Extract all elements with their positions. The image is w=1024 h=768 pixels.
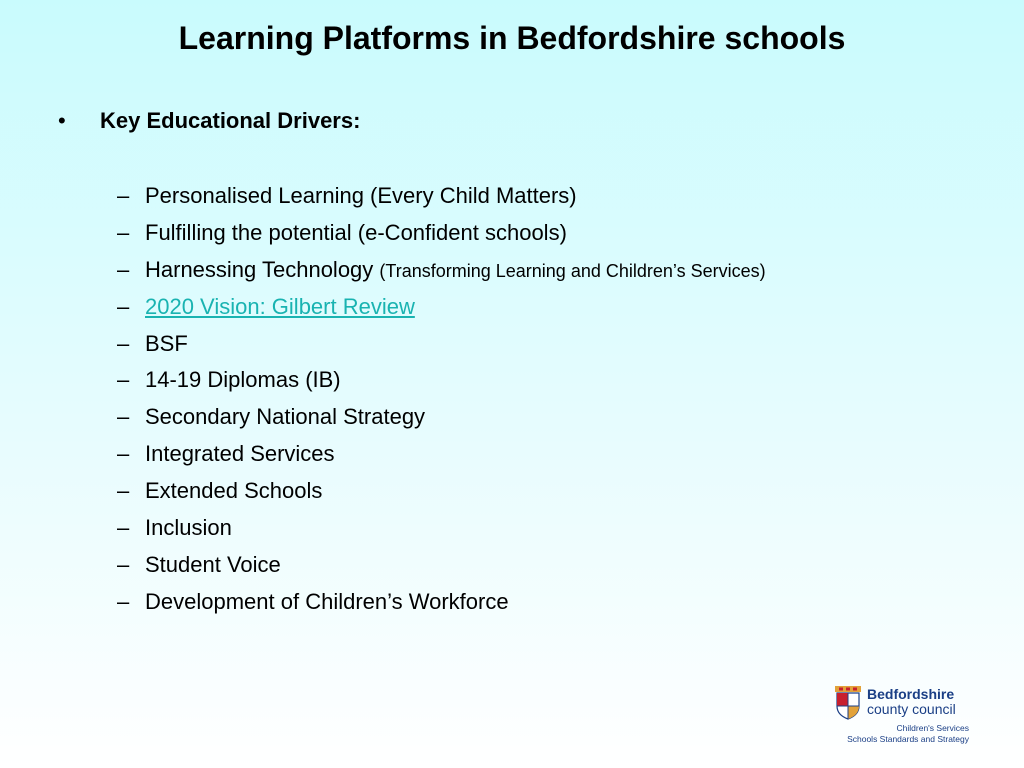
key-drivers-heading: Key Educational Drivers:: [100, 108, 361, 133]
driver-text: Inclusion: [145, 515, 232, 541]
dash-marker: –: [117, 293, 130, 319]
logo-row: [835, 686, 969, 720]
gilbert-review-link[interactable]: 2020 Vision: Gilbert Review: [145, 293, 415, 319]
driver-item: [117, 584, 766, 621]
council-logo: [835, 686, 969, 750]
driver-text: Secondary National Strategy: [145, 404, 426, 430]
logo-note-line-2: Schools Standards and Strategy: [847, 734, 969, 744]
logo-note: [835, 723, 969, 745]
driver-text: Development of Children’s Workforce: [145, 588, 509, 614]
dash-marker: –: [117, 367, 130, 393]
driver-item: [117, 399, 766, 436]
logo-text: [867, 686, 956, 717]
driver-item: [117, 252, 766, 289]
dash-marker: –: [117, 478, 130, 504]
driver-item: [117, 362, 766, 399]
logo-subtitle: county council: [867, 701, 956, 717]
driver-item: [117, 473, 766, 510]
driver-item: [117, 547, 766, 584]
slide-title: Learning Platforms in Bedfordshire schools: [178, 20, 846, 56]
driver-item: [117, 326, 766, 363]
driver-text: Student Voice: [145, 551, 281, 577]
driver-text-main: Harnessing Technology: [145, 256, 380, 282]
dash-marker: –: [117, 256, 130, 282]
driver-text: BSF: [145, 330, 188, 356]
dash-marker: –: [117, 551, 130, 577]
dash-marker: –: [117, 330, 130, 356]
key-drivers-heading-row: [58, 108, 360, 134]
dash-marker: –: [117, 441, 130, 467]
driver-text: Integrated Services: [145, 441, 335, 467]
dash-marker: –: [117, 588, 130, 614]
drivers-list: [117, 178, 766, 621]
dash-marker: –: [117, 219, 130, 245]
dash-marker: –: [117, 404, 130, 430]
driver-item: [117, 178, 766, 215]
driver-text: Extended Schools: [145, 478, 323, 504]
dash-marker: –: [117, 183, 130, 208]
driver-text: Fulfilling the potential (e-Confident schools): [145, 219, 567, 245]
driver-text: [145, 252, 766, 290]
logo-note-line-1: Children's Services: [896, 723, 969, 733]
driver-item: [117, 436, 766, 473]
driver-item: [117, 510, 766, 547]
logo-name: Bedfordshire: [867, 686, 955, 702]
council-crest-icon: [835, 686, 861, 720]
driver-item[interactable]: [117, 289, 766, 326]
driver-text: Personalised Learning (Every Child Matters): [145, 183, 577, 208]
driver-text-note: (Transforming Learning and Children’s Services): [379, 260, 766, 281]
driver-text: 14-19 Diplomas (IB): [145, 367, 341, 393]
driver-item: [117, 215, 766, 252]
bullet-marker: •: [58, 108, 66, 133]
dash-marker: –: [117, 515, 130, 541]
